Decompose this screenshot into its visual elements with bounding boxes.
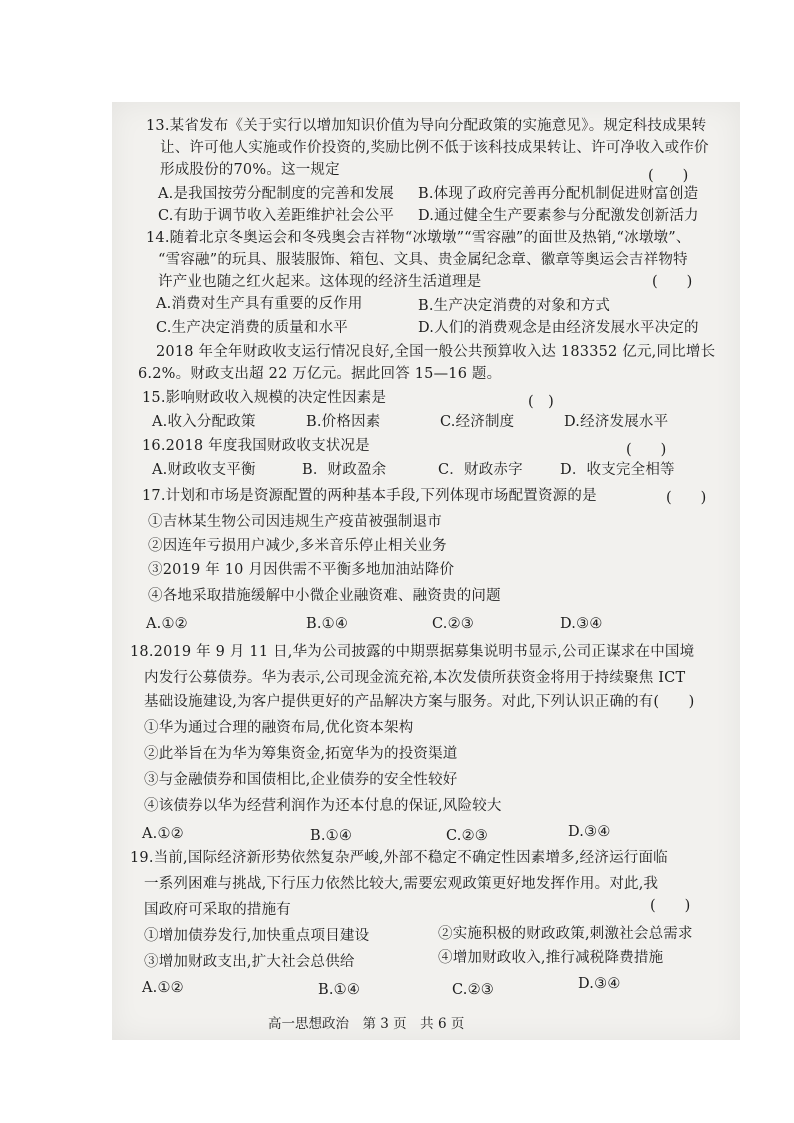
q14-option-a: A.消费对生产具有重要的反作用 [156, 296, 363, 312]
q16-stem: 16.2018 年度我国财政收支状况是 [142, 438, 370, 454]
q17-statement-1: ①吉林某生物公司因违规生产疫苗被强制退市 [148, 514, 442, 530]
q14-option-c: C.生产决定消费的质量和水平 [156, 320, 348, 336]
q16-option-d: D．收支完全相等 [560, 462, 675, 478]
q17-stem: 17.计划和市场是资源配置的两种基本手段,下列体现市场配置资源的是 [142, 488, 597, 504]
q18-statement-4: ④该债券以华为经营利润作为还本付息的保证,风险较大 [144, 798, 502, 814]
q14-stem-line-2: “雪容融”的玩具、服装服饰、箱包、文具、贵金属纪念章、徽章等奥运会吉祥物特 [158, 252, 688, 268]
q15-option-a: A.收入分配政策 [152, 414, 256, 430]
q13-stem-line-1: 13.某省发布《关于实行以增加知识价值为导向分配政策的实施意见》。规定科技成果转 [146, 118, 707, 134]
q19-option-c: C.②③ [452, 982, 494, 998]
q18-stem-line-2: 内发行公募债券。华为表示,公司现金流充裕,本次发债所获资金将用于持续聚焦 ICT [144, 670, 686, 686]
q16-option-b: B．财政盈余 [302, 462, 387, 478]
material-line-1: 2018 年全年财政收支运行情况良好,全国一般公共预算收入达 183352 亿元,同比增长 [156, 344, 716, 360]
q19-option-d: D.③④ [578, 976, 621, 992]
q13-option-d: D.通过健全生产要素参与分配激发创新活力 [418, 208, 699, 224]
q15-option-c: C.经济制度 [440, 414, 515, 430]
q13-stem-line-3: 形成股份的70%。这一规定 [160, 162, 340, 178]
q13-answer-blank: ( ) [648, 168, 689, 184]
q18-stem-line-3: 基础设施建设,为客户提供更好的产品解决方案与服务。对此,下列认识正确的有( ) [144, 694, 695, 710]
q18-stem-line-1: 18.2019 年 9 月 11 日,华为公司披露的中期票据募集说明书显示,公司正谋求在中国境 [130, 644, 695, 660]
q14-option-b: B.生产决定消费的对象和方式 [418, 298, 611, 314]
q14-stem-line-3: 许产业也随之红火起来。这体现的经济生活道理是 [158, 274, 482, 290]
q19-stem-line-3: 国政府可采取的措施有 [144, 902, 291, 918]
q16-option-a: A.财政收支平衡 [152, 462, 256, 478]
q19-option-b: B.①④ [318, 982, 361, 998]
q13-option-b: B.体现了政府完善再分配机制促进财富创造 [418, 186, 699, 202]
q16-option-c: C．财政赤字 [438, 462, 523, 478]
q19-statement-4: ④增加财政收入,推行减税降费措施 [438, 950, 664, 966]
exam-page [112, 102, 740, 1040]
q19-statement-1: ①增加债券发行,加快重点项目建设 [144, 928, 370, 944]
q14-answer-blank: ( ) [652, 274, 693, 290]
q13-stem-line-2: 让、许可他人实施或作价投资的,奖励比例不低于该科技成果转让、许可净收入或作价 [160, 140, 709, 156]
q13-option-c: C.有助于调节收入差距维护社会公平 [158, 208, 395, 224]
q18-statement-2: ②此举旨在为华为筹集资金,拓宽华为的投资渠道 [144, 746, 458, 762]
q19-option-a: A.①② [142, 980, 184, 996]
q17-option-d: D.③④ [560, 616, 603, 632]
q19-answer-blank: ( ) [650, 898, 691, 914]
q15-answer-blank: ( ) [528, 394, 554, 410]
q18-statement-1: ①华为通过合理的融资布局,优化资本架构 [144, 720, 414, 736]
q15-option-d: D.经济发展水平 [564, 414, 669, 430]
q13-option-a: A.是我国按劳分配制度的完善和发展 [158, 186, 394, 202]
q17-answer-blank: ( ) [666, 490, 707, 506]
q17-statement-4: ④各地采取措施缓解中小微企业融资难、融资贵的问题 [148, 588, 501, 604]
q18-option-b: B.①④ [310, 828, 353, 844]
page-footer: 高一思想政治 第 3 页 共 6 页 [268, 1016, 465, 1032]
q19-stem-line-2: 一系列困难与挑战,下行压力依然比较大,需要宏观政策更好地发挥作用。对此,我 [144, 876, 659, 892]
q19-stem-line-1: 19.当前,国际经济新形势依然复杂严峻,外部不稳定不确定性因素增多,经济运行面临 [130, 850, 668, 866]
q17-option-c: C.②③ [432, 616, 474, 632]
q15-stem: 15.影响财政收入规模的决定性因素是 [142, 390, 387, 406]
material-line-2: 6.2%。财政支出超 22 万亿元。据此回答 15—16 题。 [138, 366, 502, 382]
q18-option-d: D.③④ [568, 824, 611, 840]
q19-statement-3: ③增加财政支出,扩大社会总供给 [144, 954, 355, 970]
q18-option-a: A.①② [142, 826, 184, 842]
q18-statement-3: ③与金融债券和国债相比,企业债券的安全性较好 [144, 772, 458, 788]
q17-option-b: B.①④ [306, 616, 349, 632]
q17-statement-3: ③2019 年 10 月因供需不平衡多地加油站降价 [148, 562, 455, 578]
q19-statement-2: ②实施积极的财政政策,刺激社会总需求 [438, 926, 693, 942]
q15-option-b: B.价格因素 [306, 414, 381, 430]
q17-statement-2: ②因连年亏损用户减少,多米音乐停止相关业务 [148, 538, 447, 554]
q17-option-a: A.①② [146, 616, 188, 632]
q14-option-d: D.人们的消费观念是由经济发展水平决定的 [418, 320, 699, 336]
q18-option-c: C.②③ [446, 828, 488, 844]
q16-answer-blank: ( ) [626, 442, 667, 458]
q14-stem-line-1: 14.随着北京冬奥运会和冬残奥会吉祥物“冰墩墩”“雪容融”的面世及热销,“冰墩墩”、 [146, 230, 691, 246]
